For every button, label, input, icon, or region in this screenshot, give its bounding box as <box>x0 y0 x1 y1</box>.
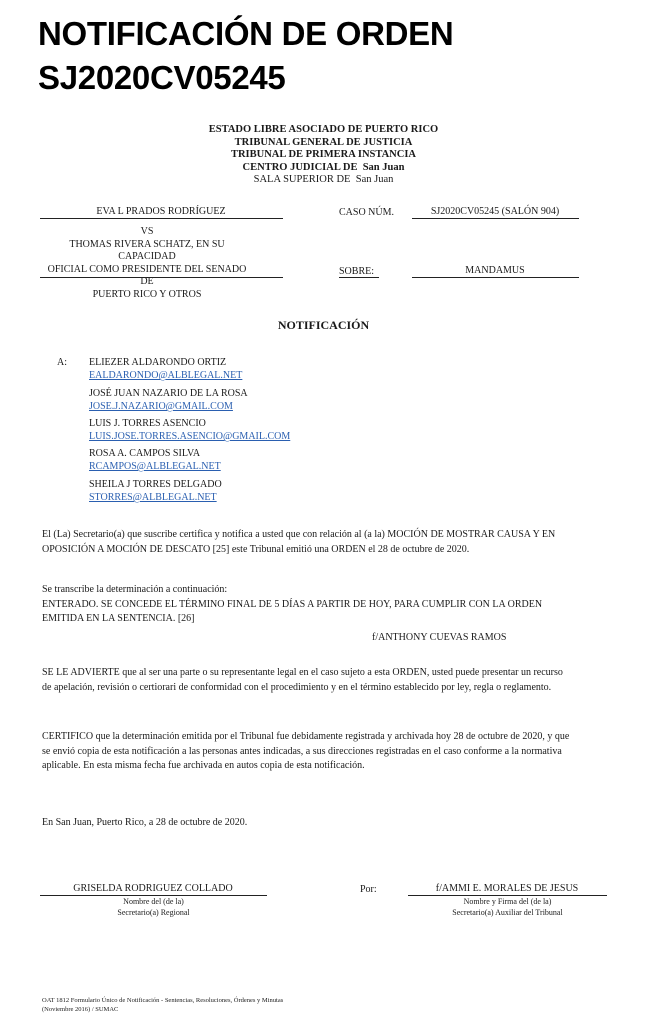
case-number-underline <box>412 218 579 219</box>
paragraph-line: SE LE ADVIERTE que al ser una parte o su representante legal en el caso sujeto a esta ORDEN, usted puede presentar un recurso <box>42 667 563 678</box>
headline-case-number: SJ2020CV05245 <box>38 59 286 96</box>
footer-line: (Noviembre 2016) / SUMAC <box>42 1006 119 1013</box>
recipient-name: SHEILA J TORRES DELGADO <box>89 479 222 490</box>
paragraph-line: CERTIFICO que la determinación emitida por el Tribunal fue debidamente registrada y archivada hoy 28 de octubre de 2020, y que <box>42 731 570 742</box>
subject-underline <box>412 277 579 278</box>
certify-paragraph <box>42 730 607 774</box>
defendant-block <box>40 226 254 301</box>
recipient-email-link[interactable]: EALDARONDO@ALBLEGAL.NET <box>89 370 243 381</box>
recipient-name: JOSÉ JUAN NAZARIO DE LA ROSA <box>89 388 248 399</box>
judicial-center-label: CENTRO JUDICIAL DE <box>242 161 358 173</box>
caption-line: Secretario(a) Regional <box>117 907 190 917</box>
judicial-center-value: San Juan <box>362 161 405 173</box>
court-line-4 <box>0 162 647 175</box>
subject-label: SOBRE: <box>339 266 375 277</box>
defendant-underline <box>40 277 283 278</box>
paragraph-line: EMITIDA EN LA SENTENCIA. [26] <box>42 613 195 624</box>
recipient-email-link[interactable]: JOSE.J.NAZARIO@GMAIL.COM <box>89 401 233 412</box>
recipients-label: A: <box>57 357 67 368</box>
superior-room-value: San Juan <box>355 174 394 185</box>
notification-title: NOTIFICACIÓN <box>277 318 370 332</box>
regional-secretary-line <box>40 895 267 896</box>
regional-secretary-caption <box>40 897 267 918</box>
paragraph-line: OPOSICIÓN A MOCIÓN DE DESCATO [25] este Tribunal emitió una ORDEN el 28 de octubre de 2020. <box>42 543 470 555</box>
place-date: En San Juan, Puerto Rico, a 28 de octubre de 2020. <box>42 817 248 828</box>
recipient-item <box>89 387 248 413</box>
court-header <box>0 124 647 187</box>
recipient-name: ELIEZER ALDARONDO ORTIZ <box>89 357 227 368</box>
recipient-item <box>89 447 221 473</box>
subject-value: MANDAMUS <box>465 265 525 276</box>
paragraph-line: ENTERADO. SE CONCEDE EL TÉRMINO FINAL DE 5 DÍAS A PARTIR DE HOY, PARA CUMPLIR CON LA ORDEN <box>42 598 543 610</box>
judge-signature: f/ANTHONY CUEVAS RAMOS <box>372 632 507 643</box>
advisory-paragraph <box>42 666 607 695</box>
auxiliary-secretary-name: f/AMMI E. MORALES DE JESUS <box>435 883 579 894</box>
subject-label-underline <box>339 277 379 278</box>
plaintiff-name: EVA L PRADOS RODRÍGUEZ <box>96 206 226 217</box>
caption-line: Secretario(a) Auxiliar del Tribunal <box>452 907 563 917</box>
recipient-email-link[interactable]: RCAMPOS@ALBLEGAL.NET <box>89 461 221 472</box>
plaintiff-underline <box>40 218 283 219</box>
page-headline <box>38 12 638 100</box>
recipient-name: ROSA A. CAMPOS SILVA <box>89 448 201 459</box>
recipient-email-link[interactable]: LUIS.JOSE.TORRES.ASENCIO@GMAIL.COM <box>89 431 291 442</box>
versus-label: VS <box>140 226 154 237</box>
court-line-1: ESTADO LIBRE ASOCIADO DE PUERTO RICO <box>208 124 439 135</box>
paragraph-line: Se transcribe la determinación a continuación: <box>42 584 228 595</box>
regional-secretary-name: GRISELDA RODRIGUEZ COLLADO <box>73 883 233 894</box>
paragraph-line: se envió copia de esta notificación a las personas antes indicadas, a sus direcciones registradas en el caso conforme a la normativa <box>42 745 562 757</box>
defendant-line-3: PUERTO RICO Y OTROS <box>92 288 202 300</box>
por-label: Por: <box>360 884 377 895</box>
footer-line: OAT 1812 Formulario Único de Notificación - Sentencias, Resoluciones, Órdenes y Minutas <box>42 997 284 1004</box>
determination-paragraph <box>42 583 607 627</box>
certification-paragraph <box>42 528 607 557</box>
recipient-item <box>89 478 222 504</box>
recipient-email-link[interactable]: STORRES@ALBLEGAL.NET <box>89 492 217 503</box>
defendant-line-2: OFICIAL COMO PRESIDENTE DEL SENADO DE <box>47 263 247 287</box>
case-number-label: CASO NÚM. <box>339 207 395 218</box>
caption-line: Nombre y Firma del (de la) <box>463 897 552 906</box>
paragraph-line: de apelación, revisión o certiorari de conformidad con el procedimiento y en el término establecido por ley, regla o reglamento. <box>42 681 552 693</box>
recipient-name: LUIS J. TORRES ASENCIO <box>89 418 206 429</box>
auxiliary-secretary-caption <box>408 897 607 918</box>
superior-room-label: SALA SUPERIOR DE <box>253 174 351 185</box>
court-line-2: TRIBUNAL GENERAL DE JUSTICIA <box>234 136 413 148</box>
recipient-item <box>89 417 290 443</box>
court-line-3: TRIBUNAL DE PRIMERA INSTANCIA <box>230 149 417 160</box>
caption-line: Nombre del (de la) <box>123 897 184 906</box>
court-line-5 <box>0 174 647 187</box>
paragraph-line: aplicable. En esta misma fecha fue archivada en autos copia de esta notificación. <box>42 760 365 771</box>
headline-title: NOTIFICACIÓN DE ORDEN <box>38 15 454 52</box>
recipient-item <box>89 356 242 382</box>
auxiliary-secretary-line <box>408 895 607 896</box>
paragraph-line: El (La) Secretario(a) que suscribe certifica y notifica a usted que con relación al (a la) MOCIÓN DE MOSTRAR CAUSA Y EN <box>42 529 556 540</box>
form-footer <box>42 996 283 1014</box>
defendant-line-1: THOMAS RIVERA SCHATZ, EN SU CAPACIDAD <box>69 238 225 262</box>
case-number-value: SJ2020CV05245 (SALÓN 904) <box>430 206 560 217</box>
